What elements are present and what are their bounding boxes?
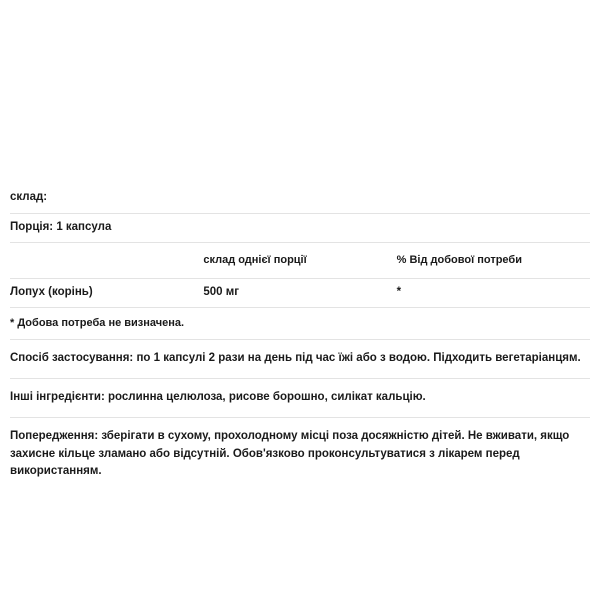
supplement-facts-title: склад: — [10, 184, 590, 213]
table-row-serving — [10, 213, 590, 243]
supplement-facts-panel — [0, 184, 600, 491]
column-header-daily-value: % Від добової потреби — [397, 243, 590, 279]
column-header-amount: склад однієї порції — [203, 243, 396, 279]
serving-size-label: Порція: 1 капсула — [10, 213, 590, 243]
table-row-title — [10, 184, 590, 213]
warning-text: Попередження: зберігати в сухому, прохолодному місці поза досяжністю дітей. Не вживати, якщо захисне кільце зламано або відсутній. Обов'язково проконсультуватися з лікарем перед використанням. — [10, 429, 570, 478]
table-row — [10, 278, 590, 308]
column-header-name — [10, 243, 203, 279]
supplement-facts-table — [10, 184, 590, 340]
directions-text: Спосіб застосування: по 1 капсулі 2 рази на день під час їжі або з водою. Підходить вегетаріанцям. — [10, 340, 590, 379]
other-ingredients-text: Інші інгредієнти: рослинна целюлоза, рисове борошно, силікат кальцію. — [10, 379, 590, 418]
daily-value-footnote: * Добова потреба не визначена. — [10, 308, 590, 340]
table-row-footnote — [10, 308, 590, 340]
ingredient-daily-value: * — [397, 278, 590, 308]
supplement-details — [10, 340, 590, 491]
ingredient-amount: 500 мг — [203, 278, 396, 308]
ingredient-name: Лопух (корінь) — [10, 278, 203, 308]
table-header-row — [10, 243, 590, 279]
